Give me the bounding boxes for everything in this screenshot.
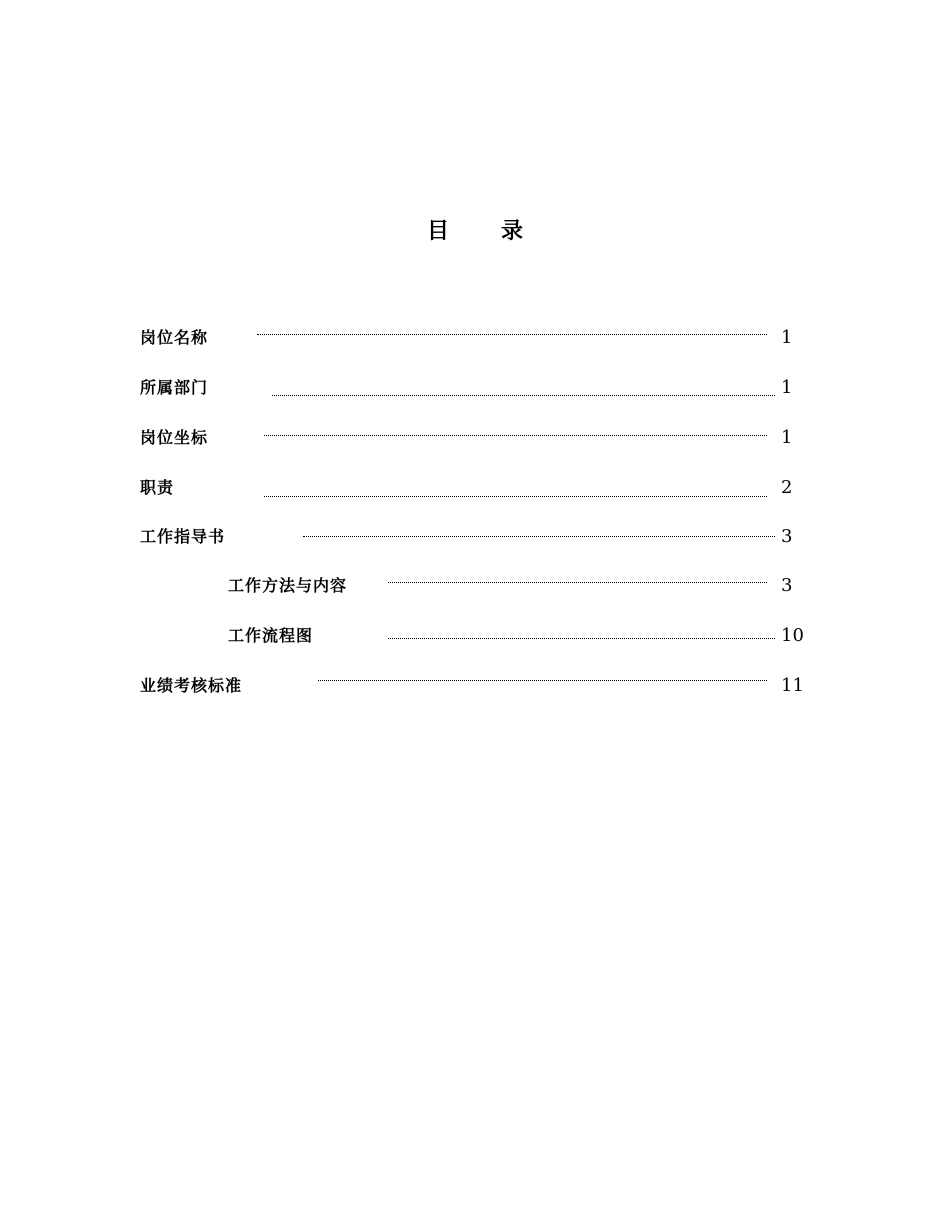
toc-dot-leader — [303, 536, 775, 537]
toc-entry-label: 工作流程图 — [228, 626, 314, 645]
toc-entry-page: 2 — [781, 477, 793, 498]
toc-subentry[interactable] — [0, 575, 950, 603]
toc-title — [0, 214, 950, 245]
toc-dot-leader — [388, 582, 767, 583]
toc-dot-leader — [272, 395, 775, 396]
toc-dot-leader — [388, 638, 775, 639]
toc-dot-leader — [318, 680, 767, 681]
toc-entry-page: 11 — [781, 675, 804, 696]
toc-entry[interactable] — [0, 427, 950, 455]
toc-entry-label: 业绩考核标准 — [140, 676, 243, 695]
toc-entry-label: 工作指导书 — [140, 527, 226, 546]
toc-entry[interactable] — [0, 377, 950, 405]
toc-entry-page: 3 — [781, 526, 793, 547]
toc-entry-page: 1 — [781, 327, 793, 348]
toc-entry-page: 10 — [781, 625, 804, 646]
toc-dot-leader — [264, 496, 767, 497]
toc-entry-label: 所属部门 — [140, 378, 209, 397]
toc-entry[interactable] — [0, 327, 950, 355]
toc-entry-label: 工作方法与内容 — [228, 576, 348, 595]
toc-entry-page: 1 — [781, 377, 793, 398]
toc-entry[interactable] — [0, 526, 950, 554]
toc-subentry[interactable] — [0, 625, 950, 653]
toc-title-right: 录 — [501, 219, 524, 244]
toc-entry[interactable] — [0, 477, 950, 505]
toc-dot-leader — [257, 334, 767, 335]
toc-entry-label: 岗位坐标 — [140, 428, 209, 447]
toc-entry-label: 职责 — [140, 478, 175, 497]
toc-entry-page: 1 — [781, 427, 793, 448]
toc-title-left: 目 — [426, 219, 449, 244]
toc-entry-label: 岗位名称 — [140, 328, 209, 347]
toc-dot-leader — [264, 435, 767, 436]
toc-entry[interactable] — [0, 675, 950, 703]
toc-entry-page: 3 — [781, 575, 793, 596]
